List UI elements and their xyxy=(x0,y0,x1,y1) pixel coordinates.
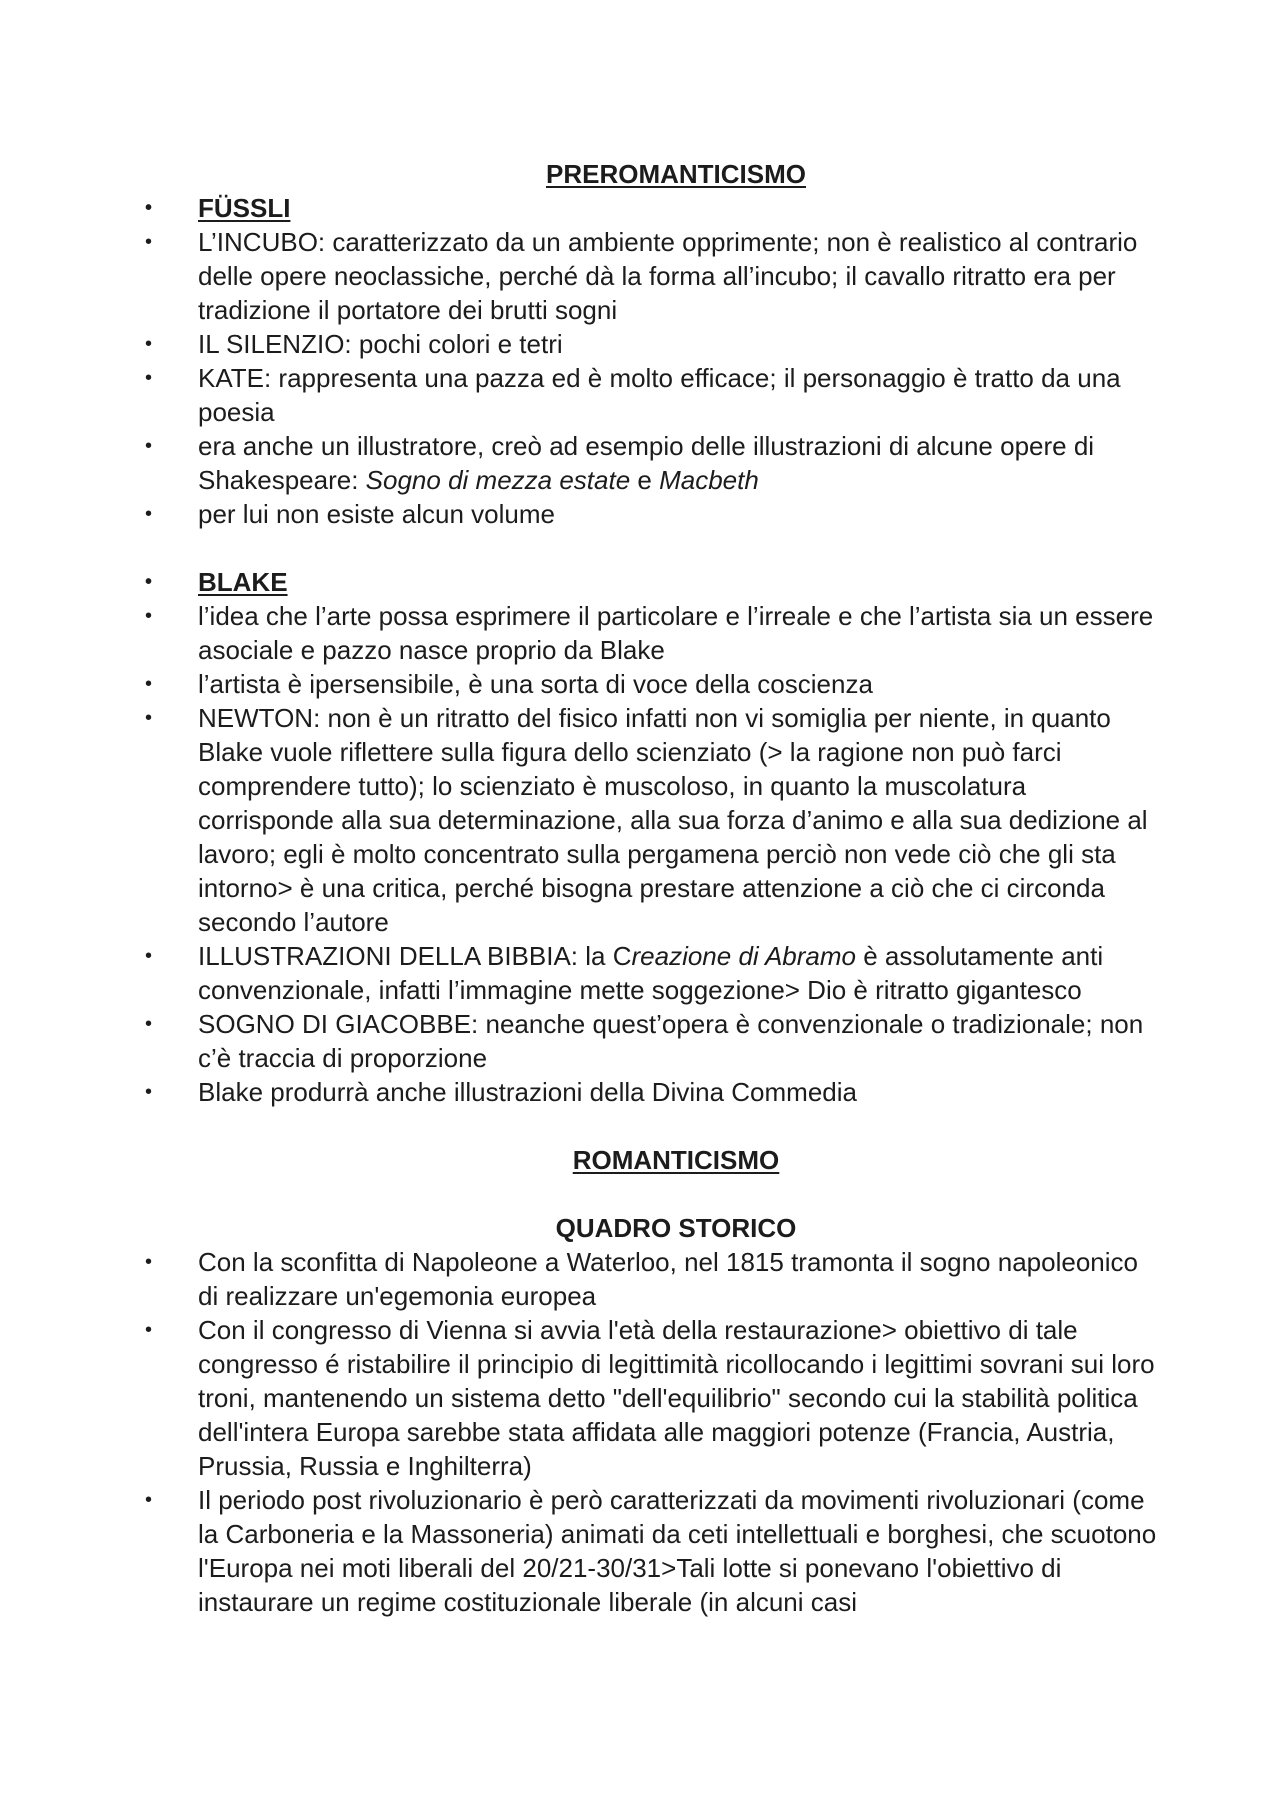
bullet-icon: • xyxy=(145,503,153,525)
section-title-romanticismo: ROMANTICISMO xyxy=(572,1145,780,1175)
bullet-icon: • xyxy=(145,1081,153,1103)
list-item: • ILLUSTRAZIONI DELLA BIBBIA: la Creazione di Abramo è assolutamente anti convenzionale, infatti l’immagine mette soggezione> Dio è ritratto gigantesco xyxy=(145,941,1104,1005)
bullet-icon: • xyxy=(145,367,153,389)
bullet-icon: • xyxy=(145,571,153,593)
spacer xyxy=(145,1177,1165,1211)
list-item: • KATE: rappresenta una pazza ed è molto efficace; il personaggio è tratto da una poesia xyxy=(145,363,1121,427)
bullet-icon: • xyxy=(145,197,153,219)
bullet-icon: • xyxy=(145,231,153,253)
list-item-heading-fussli xyxy=(145,191,1165,225)
list-item: • l’idea che l’arte possa esprimere il particolare e l’irreale e che l’artista sia un essere asociale e pazzo nasce proprio da Blake xyxy=(145,601,1154,665)
romanticismo-list xyxy=(145,1245,1165,1619)
spacer xyxy=(145,531,1165,565)
spacer xyxy=(145,1109,1165,1143)
list-item: • IL SILENZIO: pochi colori e tetri xyxy=(145,329,563,359)
list-item: • Con il congresso di Vienna si avvia l'età della restaurazione> obiettivo di tale congresso é ristabilire il principio di legittimità ricollocando i legittimi sovrani sui loro troni, mantenendo un sistema detto "dell'equilibrio" secondo cui la stabilità politica dell'intera Europa sarebbe stata affidata alle maggiori potenze (Francia, Austria, Prussia, Russia e Inghilterra) xyxy=(145,1315,1155,1481)
bullet-icon: • xyxy=(145,1013,153,1035)
list-item: • per lui non esiste alcun volume xyxy=(145,499,555,529)
list-item: • Con la sconfitta di Napoleone a Waterloo, nel 1815 tramonta il sogno napoleonico di realizzare un'egemonia europea xyxy=(145,1247,1138,1311)
document-content xyxy=(145,157,1165,1619)
section-title-preromanticismo: PREROMANTICISMO xyxy=(546,159,806,189)
blake-list xyxy=(145,565,1165,1109)
bullet-icon: • xyxy=(145,945,153,967)
list-item: • SOGNO DI GIACOBBE: neanche quest’opera è convenzionale o tradizionale; non c’è traccia di proporzione xyxy=(145,1009,1144,1073)
bullet-icon: • xyxy=(145,435,153,457)
bullet-icon: • xyxy=(145,605,153,627)
bullet-icon: • xyxy=(145,1489,153,1511)
list-item: • era anche un illustratore, creò ad esempio delle illustrazioni di alcune opere di Shakespeare: Sogno di mezza estate e Macbeth xyxy=(145,431,1095,495)
list-item: • L’INCUBO: caratterizzato da un ambiente opprimente; non è realistico al contrario delle opere neoclassiche, perché dà la forma all’incubo; il cavallo ritratto era per tradizione il portatore dei brutti sogni xyxy=(145,227,1138,325)
subheading-blake: BLAKE xyxy=(198,567,288,597)
work-title: Macbeth xyxy=(659,465,759,495)
list-item: • NEWTON: non è un ritratto del fisico infatti non vi somiglia per niente, in quanto Blake vuole riflettere sulla figura dello scienziato (> la ragione non può farci comprendere tutto); lo scienziato è muscoloso, in quanto la muscolatura corrisponde alla sua determinazione, alla sua forza d’animo e alla sua dedizione al lavoro; egli è molto concentrato sulla pergamena perciò non vede ciò che gli sta intorno> è una critica, perché bisogna prestare attenzione a ciò che ci circonda secondo l’autore xyxy=(145,703,1148,937)
bullet-icon: • xyxy=(145,673,153,695)
subsection-title-quadro-storico: QUADRO STORICO xyxy=(555,1213,797,1243)
fussli-list xyxy=(145,191,1165,531)
bullet-icon: • xyxy=(145,1319,153,1341)
subheading-fussli: FÜSSLI xyxy=(198,193,291,223)
bullet-icon: • xyxy=(145,333,153,355)
bullet-icon: • xyxy=(145,707,153,729)
list-item: • Il periodo post rivoluzionario è però caratterizzati da movimenti rivoluzionari (come la Carboneria e la Massoneria) animati da ceti intellettuali e borghesi, che scuotono l'Europa nei moti liberali del 20/21-30/31>Tali lotte si ponevano l'obiettivo di instaurare un regime costituzionale liberale (in alcuni casi xyxy=(145,1485,1157,1617)
list-item: • l’artista è ipersensibile, è una sorta di voce della coscienza xyxy=(145,669,873,699)
work-title: Sogno di mezza estate xyxy=(365,465,631,495)
bullet-icon: • xyxy=(145,1251,153,1273)
list-item-heading-blake xyxy=(145,565,1165,599)
work-title: reazione di Abramo xyxy=(631,941,856,971)
list-item: • Blake produrrà anche illustrazioni della Divina Commedia xyxy=(145,1077,857,1107)
